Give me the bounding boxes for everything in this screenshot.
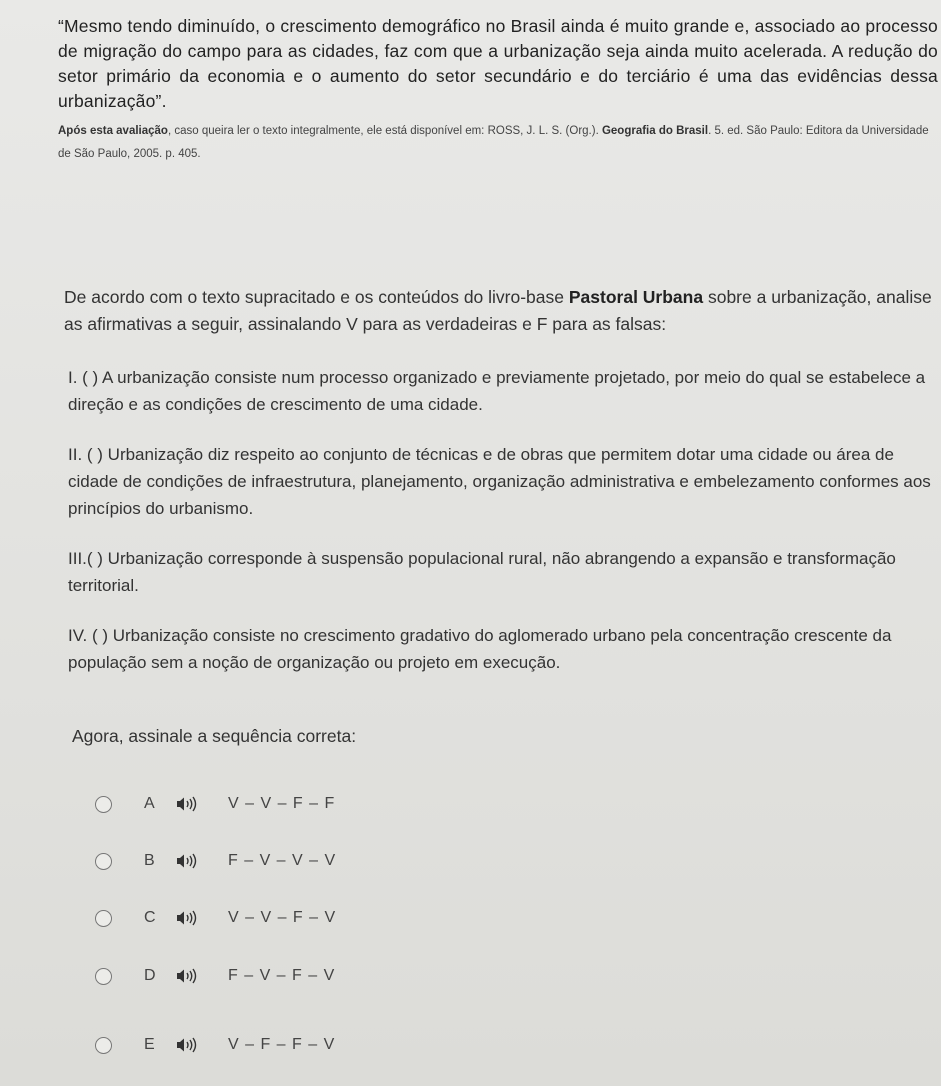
radio-button-d[interactable]: [95, 968, 112, 985]
option-answer: F – V – V – V: [228, 852, 337, 869]
option-c[interactable]: [92, 900, 412, 936]
option-d[interactable]: [92, 958, 412, 994]
citation-tail: . 5. ed. São Paulo: Editora da Universidade de São Paulo, 2005. p. 405.: [58, 125, 929, 160]
option-letter: D: [144, 967, 156, 984]
question-prompt: [64, 284, 934, 338]
citation: [58, 120, 938, 166]
citation-book: Geografia do Brasil: [601, 125, 709, 137]
speaker-icon[interactable]: [176, 796, 198, 812]
radio-button-c[interactable]: [95, 910, 112, 927]
radio-button-e[interactable]: [95, 1037, 112, 1054]
prompt-before: De acordo com o texto supracitado e os conteúdos do livro-base: [64, 287, 569, 307]
option-letter: C: [144, 909, 156, 926]
statement-4: IV. ( ) Urbanização consiste no crescimento gradativo do aglomerado urbano pela concentração crescente da população sem a noção de organização ou projeto em execução.: [68, 626, 892, 672]
radio-button-b[interactable]: [95, 853, 112, 870]
statement-3: III.( ) Urbanização corresponde à suspensão populacional rural, não abrangendo a expansão e transformação territorial.: [68, 549, 896, 595]
speaker-icon[interactable]: [176, 910, 198, 926]
speaker-icon[interactable]: [176, 853, 198, 869]
speaker-icon[interactable]: [176, 1037, 198, 1053]
citation-text: , caso queira ler o texto integralmente, ele está disponível em: ROSS, J. L. S. (Org.).: [167, 125, 602, 137]
option-a[interactable]: [92, 786, 412, 822]
statement-1: I. ( ) A urbanização consiste num processo organizado e previamente projetado, por meio do qual se estabelece a direção e as condições de crescimento de uma cidade.: [68, 368, 926, 414]
radio-button-a[interactable]: [95, 796, 112, 813]
option-letter: A: [144, 795, 155, 812]
option-answer: V – F – F – V: [228, 1036, 336, 1053]
citation-lead: Após esta avaliação: [58, 125, 168, 137]
option-b[interactable]: [92, 843, 412, 879]
option-answer: V – V – F – V: [228, 909, 337, 926]
prompt-after: sobre a urbanização, analise as afirmativas a seguir, assinalando V para as verdadeiras e F para as falsas:: [64, 287, 932, 334]
option-answer: V – V – F – F: [228, 795, 336, 812]
option-letter: E: [144, 1036, 155, 1053]
prompt-book-title: Pastoral Urbana: [568, 287, 704, 307]
speaker-icon[interactable]: [176, 968, 198, 984]
source-quote: “Mesmo tendo diminuído, o crescimento demográfico no Brasil ainda é muito grande e, associado ao processo de migração do campo para as cidades, faz com que a urbanização seja ainda muito acelerada. A redução do setor primário da economia e o aumento do setor secundário e do terciário é uma das evidências dessa urbanização”.: [58, 16, 938, 111]
statement-2: II. ( ) Urbanização diz respeito ao conjunto de técnicas e de obras que permitem dotar uma cidade ou área de cidade de condições de infraestrutura, planejamento, organização administrativa e embelezamento conformes aos princípios do urbanismo.: [68, 445, 931, 518]
option-e[interactable]: [92, 1027, 412, 1063]
instruction: Agora, assinale a sequência correta:: [72, 726, 357, 746]
option-letter: B: [144, 852, 155, 869]
option-answer: F – V – F – V: [228, 967, 336, 984]
